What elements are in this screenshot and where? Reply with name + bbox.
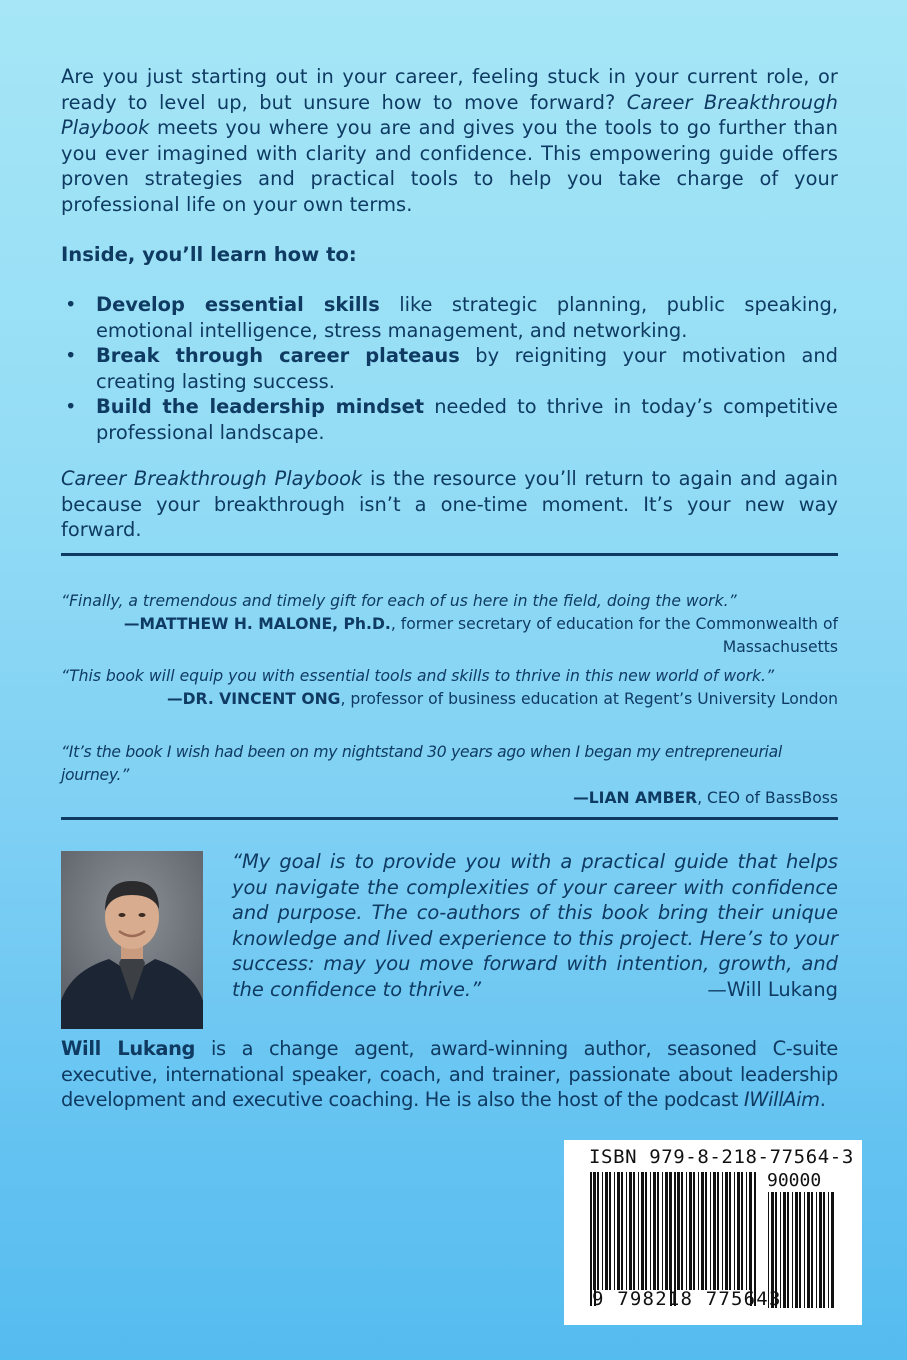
endorser-role: , professor of business education at Regent’s University London [340,690,838,708]
endorsement-3 [61,741,838,810]
description-text-end: meets you where you are and gives you the tools to go further than you ever imagined with clarity and confidence. This empowering guide offers proven strategies and practical tools to help you take charge of your professional life on your own terms. [61,116,838,216]
price-addon-number: 90000 [767,1170,822,1191]
bullet-text: like strategic planning, public speaking, emotional intelligence, stress management, and networking. [96,293,838,342]
endorsement-attribution [61,787,838,810]
endorser-name: —MATTHEW H. MALONE, Ph.D. [123,615,391,633]
bio-author-name: Will Lukang [61,1037,196,1060]
author-bio [61,1036,838,1113]
list-item [61,292,838,343]
closing-paragraph [61,466,838,543]
description-book-title: Career Breakthrough Playbook [61,90,838,140]
bullet-icon: • [65,344,77,368]
endorsement-2 [61,665,838,711]
divider-bottom [61,817,838,820]
barcode-box [564,1140,862,1325]
bio-end: . [819,1088,826,1112]
endorsement-quote: “It’s the book I wish had been on my nightstand 30 years ago when I began my entrepreneurial journey.” [61,743,782,784]
bullet-bold: Break through career plateaus [96,344,460,368]
bullet-icon: • [65,293,77,316]
bio-text: is a change agent, award-winning author, seasoned C-suite executive, international speaker, coach, and trainer, passionate about leadership development and executive coaching. He is also the host of the podcast [61,1037,838,1112]
endorsement-quote: “This book will equip you with essential tools and skills to thrive in this new world of work.” [61,667,775,685]
endorsement-quote: “Finally, a tremendous and timely gift for each of us here in the field, doing the work.” [61,592,737,610]
endorser-name: —LIAN AMBER [573,789,698,807]
author-photo [61,851,203,1029]
endorsement-attribution [61,613,838,659]
benefits-list [61,292,838,446]
isbn-number: ISBN 979-8-218-77564-3 [589,1146,854,1168]
inside-heading: Inside, you’ll learn how to: [61,243,357,266]
bullet-bold: Build the leadership mindset [96,395,425,419]
endorser-role: , former secretary of education for the Commonwealth of Massachusetts [390,615,838,656]
description-text-start: Are you just starting out in your career, feeling stuck in your current role, or ready to level up, but unsure how to move forward? [61,65,838,114]
endorser-role: , CEO of BassBoss [697,789,838,807]
ean-digits: 9 798218 775643 [592,1288,782,1310]
closing-text: is the resource you’ll return to again and again because your breakthrough isn’t a one-time moment. It’s your new way forward. [61,467,838,542]
bullet-text: needed to thrive in today’s competitive professional landscape. [96,395,838,444]
bullet-text: by reigniting your motivation and creating lasting success. [96,344,838,393]
closing-book-title: Career Breakthrough Playbook [61,467,363,490]
author-quote-text: “My goal is to provide you with a practical guide that helps you navigate the complexities of your career with confidence and purpose. The co-authors of this book bring their unique knowledge and lived experience to this project. Here’s to your success: may you move forward with intention, growth, and the confidence to thrive.” [232,850,838,1001]
endorsement-1 [61,590,838,659]
description-paragraph [61,64,838,218]
bullet-icon: • [65,395,77,419]
list-item [61,343,838,394]
list-item [61,394,838,445]
podcast-name: IWillAim [743,1088,820,1112]
endorser-name: —DR. VINCENT ONG [167,690,341,708]
author-signature: —Will Lukang [707,978,838,1001]
bullet-bold: Develop essential skills [96,293,380,316]
endorsement-attribution [61,688,838,711]
divider-top [61,553,838,556]
author-portrait-icon [61,851,203,1029]
